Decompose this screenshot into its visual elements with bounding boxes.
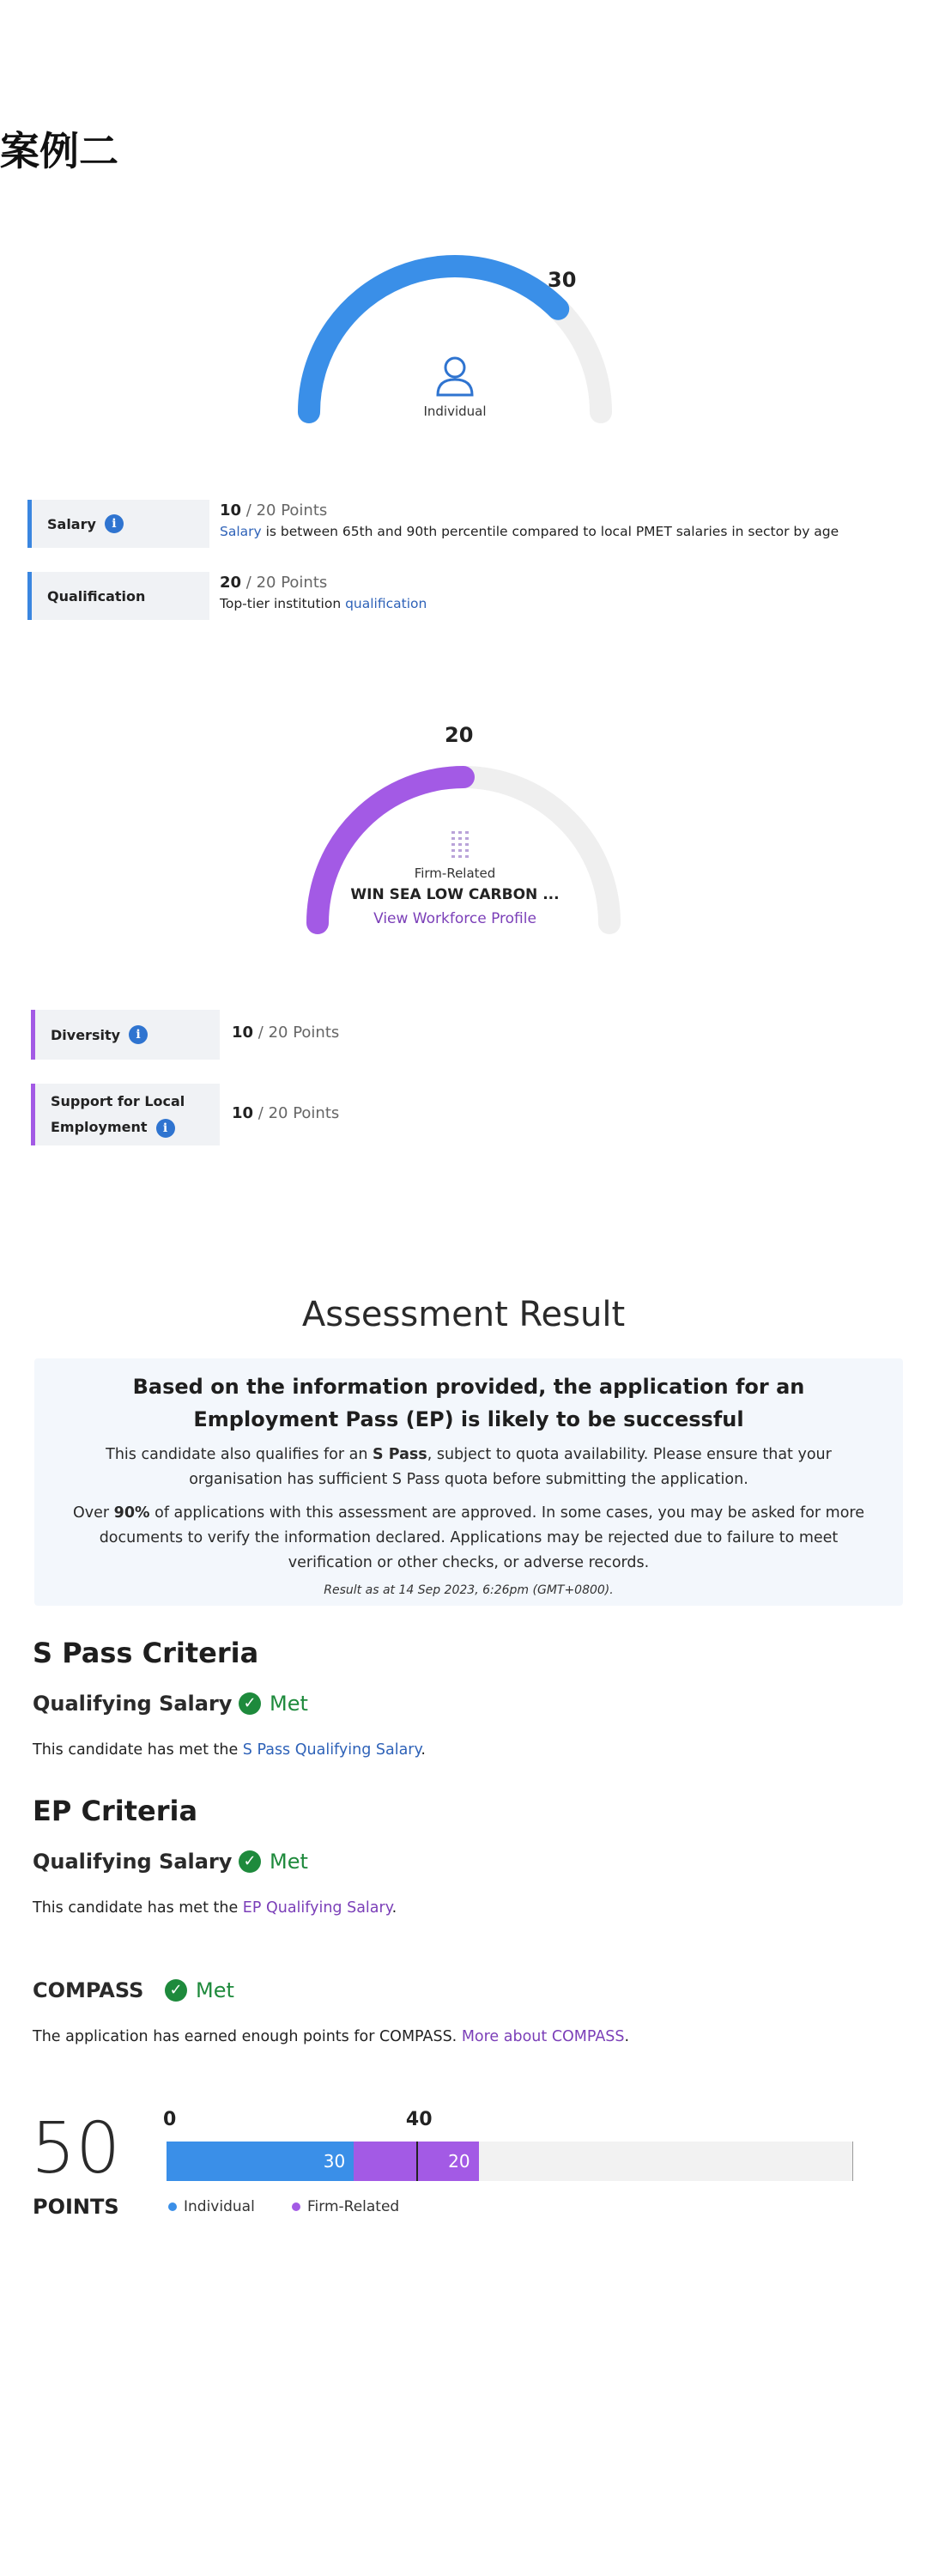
compass-more-link[interactable]: More about COMPASS (461, 2028, 625, 2045)
legend-individual-label: Individual (184, 2198, 255, 2215)
spass-status-text: Met (270, 1692, 308, 1716)
spass-text-pre: This candidate has met the (33, 1741, 243, 1759)
qualification-link[interactable]: qualification (345, 596, 427, 611)
ep-criteria-title: EP Criteria (33, 1795, 198, 1827)
diversity-points-value: 10 (232, 1024, 254, 1042)
individual-gauge-value: 30 (548, 268, 577, 292)
compass-status (165, 1978, 234, 2002)
criteria-diversity (31, 1010, 220, 1060)
criteria-support-label-1: Support for Local (51, 1093, 185, 1109)
ep-salary-link[interactable]: EP Qualifying Salary (242, 1899, 392, 1917)
salary-desc-text: is between 65th and 90th percentile compared to local PMET salaries in sector by age (261, 524, 839, 539)
salary-points (220, 501, 327, 519)
salary-description (220, 524, 839, 539)
compass-title: COMPASS (33, 1978, 144, 2002)
compass-text-pre: The application has earned enough points for COMPASS. (33, 2028, 462, 2045)
qualification-points-value: 20 (220, 574, 242, 592)
qualification-description (220, 596, 427, 611)
firm-gauge (283, 721, 644, 962)
spass-text-post: . (421, 1741, 426, 1759)
individual-gauge-label: Individual (423, 404, 487, 419)
ep-status-text: Met (270, 1850, 308, 1874)
ep-text (33, 1899, 397, 1917)
compass-text-post: . (624, 2028, 630, 2045)
ep-status (239, 1850, 308, 1874)
check-icon: ✓ (239, 1692, 261, 1715)
criteria-support-label-2: Employment (51, 1119, 148, 1135)
legend-individual (168, 2198, 255, 2215)
person-icon (438, 358, 472, 395)
info-icon[interactable]: i (156, 1119, 175, 1138)
individual-gauge (275, 232, 635, 447)
salary-link[interactable]: Salary (220, 524, 262, 539)
support-points-value: 10 (232, 1104, 254, 1122)
ep-qualifying-salary: Qualifying Salary (33, 1850, 233, 1874)
assessment-headline: Based on the information provided, the application for an Employment Pass (EP) is likely to be successful (132, 1375, 805, 1431)
ep-text-post: . (391, 1899, 397, 1917)
check-icon: ✓ (239, 1850, 261, 1873)
p1-post: , subject to quota availability. Please ensure that your organisation has sufficient S Pass quota before submitting the application. (189, 1446, 832, 1488)
points-bar (167, 2142, 853, 2181)
individual-gauge-arc (309, 266, 558, 412)
p2-pre: Over (73, 1504, 114, 1522)
p1-bold: S Pass (373, 1446, 427, 1463)
case-title: 案例二 (0, 128, 118, 174)
p2-post: of applications with this assessment are approved. In some cases, you may be asked for more documents to verify the information declared. Applications may be rejected due to failure to meet verification or other checks, or adverse records. (99, 1504, 864, 1571)
spass-salary-link[interactable]: S Pass Qualifying Salary (242, 1741, 421, 1759)
spass-criteria-title: S Pass Criteria (33, 1637, 259, 1669)
qualification-desc-text: Top-tier institution (220, 596, 346, 611)
info-icon[interactable]: i (129, 1025, 148, 1044)
firm-gauge-label: Firm-Related (414, 866, 496, 881)
criteria-qualification-label: Qualification (47, 587, 146, 605)
spass-text (33, 1741, 426, 1759)
check-icon: ✓ (165, 1979, 187, 2002)
support-points-total: / 20 Points (253, 1104, 340, 1122)
spass-qualifying-salary: Qualifying Salary (33, 1692, 233, 1716)
legend-dot-firm (292, 2202, 300, 2211)
assessment-paragraph-2 (60, 1501, 877, 1576)
firm-company-name: WIN SEA LOW CARBON ... (350, 886, 560, 903)
assessment-box (34, 1358, 903, 1606)
building-icon (451, 831, 469, 858)
axis-min-label: 0 (163, 2109, 177, 2130)
criteria-salary (27, 500, 209, 548)
spass-status (239, 1692, 308, 1716)
points-label: POINTS (33, 2195, 119, 2219)
individual-segment (167, 2142, 354, 2181)
view-workforce-profile-link[interactable]: View Workforce Profile (373, 910, 536, 927)
firm-segment-value: 20 (448, 2151, 470, 2172)
total-points: 50 (31, 2108, 121, 2190)
criteria-salary-label: Salary (47, 515, 96, 532)
salary-points-value: 10 (220, 501, 242, 519)
ep-text-pre: This candidate has met the (33, 1899, 243, 1917)
threshold-label: 40 (405, 2109, 433, 2130)
diversity-points (232, 1024, 339, 1042)
info-icon[interactable]: i (105, 514, 124, 533)
qualification-points-total: / 20 Points (241, 574, 328, 592)
assessment-paragraph-1 (60, 1443, 877, 1492)
criteria-qualification (27, 572, 209, 620)
p1-pre: This candidate also qualifies for an (106, 1446, 373, 1463)
legend-firm (292, 2198, 399, 2215)
assessment-title: Assessment Result (301, 1295, 626, 1334)
criteria-support-label-2-wrap (51, 1115, 175, 1140)
threshold-marker (416, 2142, 418, 2181)
compass-status-text: Met (196, 1978, 234, 2002)
support-points (232, 1104, 339, 1122)
p2-bold: 90% (113, 1504, 150, 1522)
salary-points-total: / 20 Points (241, 501, 328, 519)
individual-segment-value: 30 (323, 2151, 346, 2172)
bar-end-tick (852, 2142, 853, 2181)
compass-text (33, 2028, 629, 2045)
qualification-points (220, 574, 327, 592)
assessment-timestamp: Result as at 14 Sep 2023, 6:26pm (GMT+0800). (324, 1583, 614, 1597)
criteria-diversity-label: Diversity (51, 1026, 121, 1043)
criteria-support-local-employment (31, 1084, 220, 1145)
legend-firm-label: Firm-Related (307, 2198, 400, 2215)
diversity-points-total: / 20 Points (253, 1024, 340, 1042)
legend-dot-individual (168, 2202, 177, 2211)
firm-gauge-value: 20 (445, 723, 474, 747)
